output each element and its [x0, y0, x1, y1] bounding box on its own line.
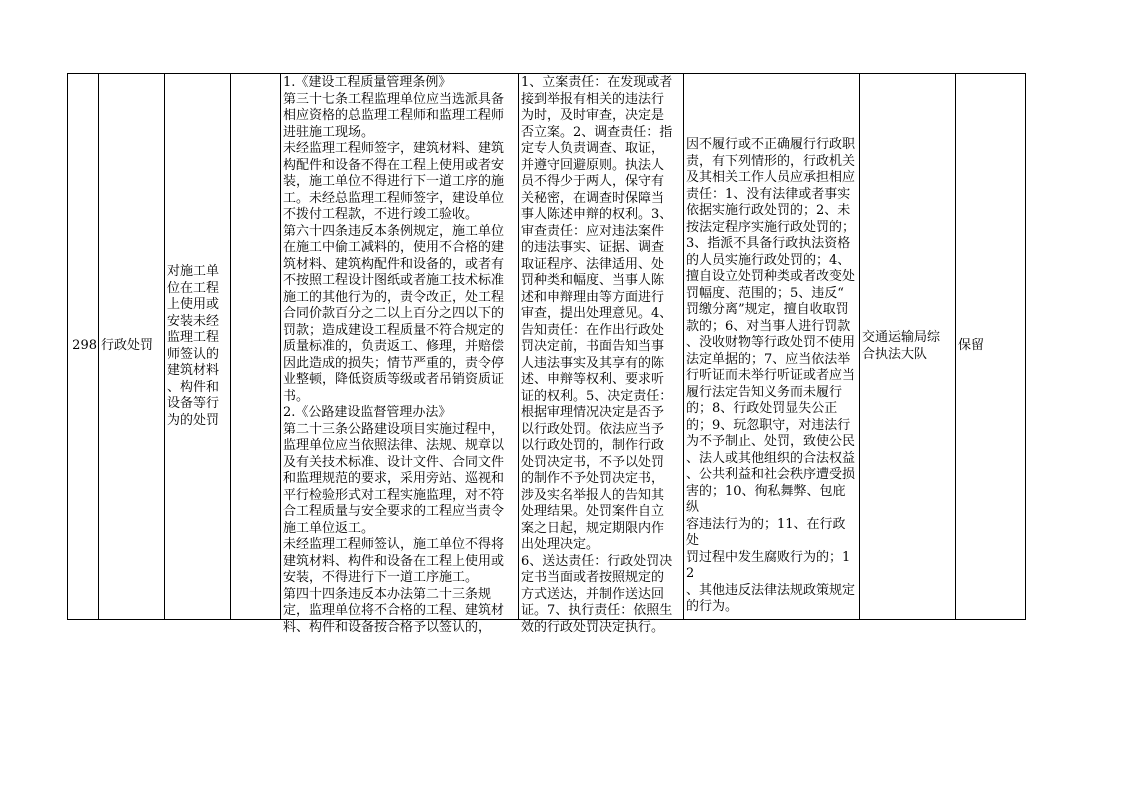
- power-category: 行政处罚: [101, 338, 154, 354]
- legal-basis-cell: [281, 74, 519, 635]
- legal-basis-text: 1.《建设工程质量管理条例》 第三十七条工程监理单位应当选派具备 相应资格的总监理工程师和监理工程师 进驻施工现场。 未经监理工程师签字，建筑材料、建筑 构配件和设备不得在工程上使用或者安 装，施工单位不得进行下一道工序的施 工。未经总监理工程师签字，建设单位 不拨付工程款，不进行竣工验收。 第六十四条违反本条例规定，施工单位 在施工中偷工减料的，使用不合格的建 筑材料、建筑构配件和设备的，或者有 不按照工程设计图纸或者施工技术标准 施工的其他行为的，责令改正，处工程 合同价款百分之二以上百分之四以下的 罚款；造成建设工程质量不符合规定的 质量标准的，负责返工、修理，并赔偿 因此造成的损失；情节严重的，责令停 业整顿，降低资质等级或者吊销资质证 书。 2.《公路建设监督管理办法》 第二十三条公路建设项目实施过程中， 监理单位应当依照法律、法规、规章以 及有关技术标准、设计文件、合同文件 和监理规范的要求，采用旁站、巡视和 平行检验形式对工程实施监理，对不符 合工程质量与安全要求的工程应当责令 施工单位返工。 未经监理工程师签认，施工单位不得将 建筑材料、构件和设备在工程上使用或 安装，不得进行下一道工序施工。 第四十四条违反本办法第二十三条规 定，监理单位将不合格的工程、建筑材 料、构件和设备按合格予以签认的，: [283, 75, 505, 635]
- row-number: 298: [72, 338, 97, 354]
- status-cell: [956, 74, 1025, 619]
- responsibility-cell: [519, 74, 684, 635]
- sub-item-cell: [231, 74, 281, 619]
- implementing-department: 交通运输局综 合执法大队: [862, 330, 941, 362]
- accountability-text: 因不履行或不正确履行行政职 责，有下列情形的，行政机关 及其相关工作人员应承担相应 责任：1、没有法律或者事实 依据实施行政处罚的；2、未 按法定程序实施行政处罚的； 3、指派不具备行政执法资格 的人员实施行政处罚的；4、 擅自设立处罚种类或者改变处 罚幅度、范围的；5、违反“ 罚缴分离”规定，擅自收取罚 款的；6、对当事人进行罚款 、没收财物等行政处罚不使用 法定单据的；7、应当依法举 行听证而未举行听证或者应当 履行法定告知义务而未履行 的；8、行政处罚显失公正 的；9、玩忽职守，对违法行 为不予制止、处罚，致使公民 、法人或其他组织的合法权益 、公共利益和社会秩序遭受损 害的；10、徇私舞弊、包庇纵 容违法行为的；11、在行政处 罚过程中发生腐败行为的；12 、其他违反法律法规政策规定 的行为。: [686, 137, 856, 614]
- power-item-name: 对施工单 位在工程 上使用或 安装未经 监理工程 师签认的 建筑材料 、构件和 设备等行 为的处罚: [167, 264, 220, 428]
- category-cell: [99, 74, 165, 619]
- number-cell: [68, 74, 99, 619]
- retention-status: 保留: [958, 338, 985, 354]
- department-cell: [860, 74, 956, 619]
- responsibility-text: 1、立案责任：在发现或者 接到举报有相关的违法行 为时，及时审查，决定是 否立案。2、调查责任：指 定专人负责调查、取证， 并遵守回避原则。执法人 员不得少于两人，保守有 关秘密，在调查时保障当 事人陈述申辩的权利。3、 审查责任：应对违法案件 的违法事实、证据、调查 取证程序、法律适用、处 罚种类和幅度、当事人陈 述和申辩理由等方面进行 审查，提出处理意见。4、 告知责任：在作出行政处 罚决定前，书面告知当事 人违法事实及其享有的陈 述、申辩等权利、要求听 证的权利。5、决定责任： 根据审理情况决定是否予 以行政处罚。依法应当予 以行政处罚的，制作行政 处罚决定书，不予以处罚 的制作不予处罚决定书， 涉及实名举报人的告知其 处理结果。处罚案件自立 案之日起，规定期限内作 出处理决定。 6、送达责任：行政处罚决 定书当面或者按照规定的 方式送达，并制作送达回 证。7、执行责任：依照生 效的行政处罚决定执行。: [521, 75, 673, 635]
- accountability-cell: [684, 74, 860, 619]
- power-list-table: [67, 73, 1026, 635]
- item-name-cell: [165, 74, 231, 619]
